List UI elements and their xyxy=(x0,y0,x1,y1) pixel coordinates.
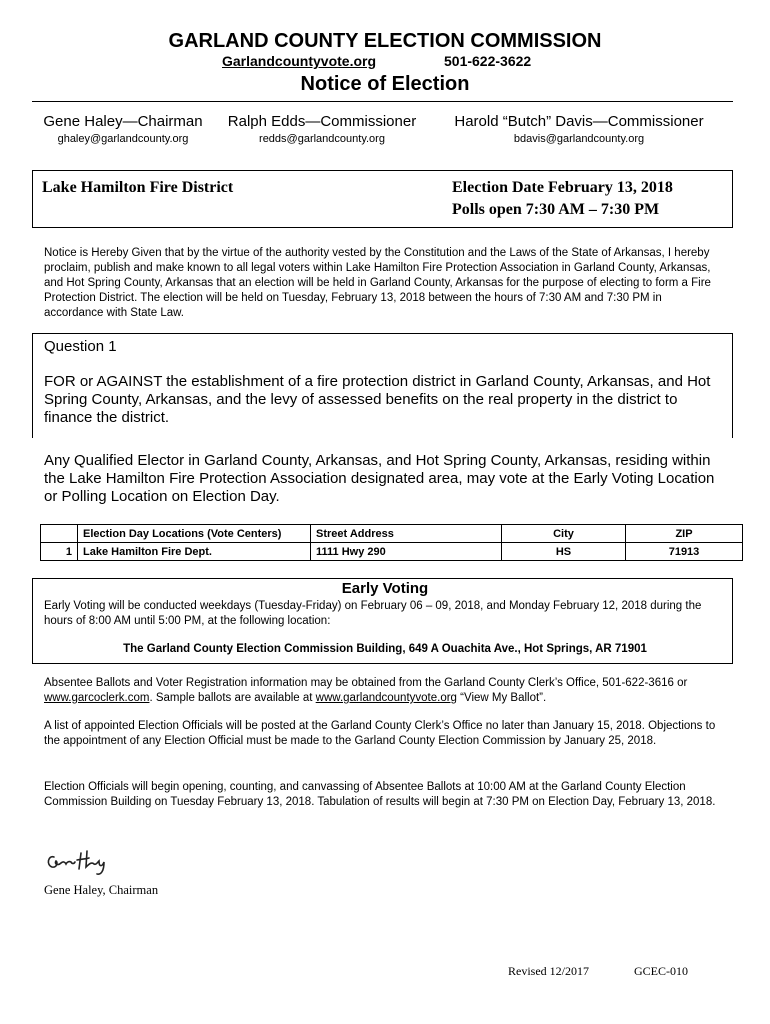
notice-title: Notice of Election xyxy=(300,73,470,95)
member-name: Harold “Butch” Davis—Commissioner xyxy=(454,113,704,130)
phone-number: 501-622-3622 xyxy=(444,53,532,69)
revision-date: Revised 12/2017 xyxy=(508,964,589,978)
row-location: Lake Hamilton Fire Dept. xyxy=(78,543,311,561)
absentee-text-3: “View My Ballot”. xyxy=(456,692,547,704)
row-city: HS xyxy=(502,543,626,561)
county-vote-link[interactable]: www.garlandcountyvote.org xyxy=(315,692,457,704)
table-header-num xyxy=(41,525,78,543)
elector-eligibility-text: Any Qualified Elector in Garland County, Arkansas, and Hot Spring County, Arkansas, residing within the Lake Hamilton Fire Protection Association designated area, may vote at the Early Voting Location or Polling Location on Election Day. xyxy=(44,452,715,505)
early-voting-text: Early Voting will be conducted weekdays (Tuesday-Friday) on February 06 – 09, 2018, and Monday February 12, 2018 during the hours of 8:00 AM until 5:00 PM, at the following location: xyxy=(44,600,702,627)
district-name: Lake Hamilton Fire District xyxy=(42,179,234,196)
form-code: GCEC-010 xyxy=(634,964,688,978)
election-date: Election Date February 13, 2018 xyxy=(452,179,673,196)
member-commissioner-davis xyxy=(448,113,710,145)
polls-hours: Polls open 7:30 AM – 7:30 PM xyxy=(452,201,660,218)
table-header-city: City xyxy=(502,525,626,543)
notice-paragraph: Notice is Hereby Given that by the virtue of the authority vested by the Constitution and the Laws of the State of Arkansas, I hereby proclaim, publish and make known to all legal voters within Lake Hamilton Fire Protection Association in Garland County, Arkansas, and Hot Spring County, Arkansas that an election will be held in Garland County, Arkansas for the purpose of electing to form a Fire Protection District. The election will be held on Tuesday, February 13, 2018 between the hours of 7:30 AM and 7:30 PM in accordance with State Law. xyxy=(44,247,711,319)
early-voting-location: The Garland County Election Commission Building, 649 A Ouachita Ave., Hot Springs, AR 71901 xyxy=(123,643,647,655)
member-name: Ralph Edds—Commissioner xyxy=(227,113,417,130)
row-number: 1 xyxy=(41,543,78,561)
table-header-zip: ZIP xyxy=(626,525,743,543)
member-email[interactable]: redds@garlandcounty.org xyxy=(259,133,385,145)
table-header-address: Street Address xyxy=(311,525,502,543)
row-zip: 71913 xyxy=(626,543,743,561)
table-header-location: Election Day Locations (Vote Centers) xyxy=(78,525,311,543)
locations-table xyxy=(40,524,743,561)
absentee-paragraph xyxy=(44,676,724,706)
election-officials-paragraph: A list of appointed Election Officials will be posted at the Garland County Clerk’s Office no later than January 15, 2018. Objections to the appointment of any Election Official must be made to the Garland County Election Commission by January 25, 2018. xyxy=(44,720,716,747)
table-header-row xyxy=(41,525,743,543)
member-email[interactable]: bdavis@garlandcounty.org xyxy=(513,133,645,145)
signer-name: Gene Haley, Chairman xyxy=(44,883,159,897)
commission-title: GARLAND COUNTY ELECTION COMMISSION xyxy=(168,30,602,52)
header-divider xyxy=(32,101,733,102)
row-address: 1111 Hwy 290 xyxy=(311,543,502,561)
website-link[interactable]: Garlandcountyvote.org xyxy=(222,53,377,69)
question-label: Question 1 xyxy=(44,338,117,355)
ballot-counting-paragraph: Election Officials will begin opening, counting, and canvassing of Absentee Ballots at 10:00 AM at the Garland County Election Commission Building on Tuesday February 13, 2018. Tabulation of results will begin at 7:30 PM on Election Day, February 13, 2018. xyxy=(44,781,716,808)
absentee-text-2: . Sample ballots are available at xyxy=(149,692,316,704)
member-chairman xyxy=(36,113,210,145)
member-commissioner-edds xyxy=(224,113,420,145)
early-voting-title: Early Voting xyxy=(341,580,429,597)
member-name: Gene Haley—Chairman xyxy=(43,113,203,130)
question-text: FOR or AGAINST the establishment of a fire protection district in Garland County, Arkansas, and Hot Spring County, Arkansas, and the levy of assessed benefits on the real property in the district to finance the district. xyxy=(44,373,711,426)
table-row xyxy=(41,543,743,561)
county-clerk-link[interactable]: www.garcoclerk.com xyxy=(44,692,150,704)
absentee-text-1: Absentee Ballots and Voter Registration information may be obtained from the Garland County Clerk’s Office, 501-622-3616 or xyxy=(44,677,688,689)
signature-image xyxy=(44,845,114,877)
member-email[interactable]: ghaley@garlandcounty.org xyxy=(57,133,189,145)
